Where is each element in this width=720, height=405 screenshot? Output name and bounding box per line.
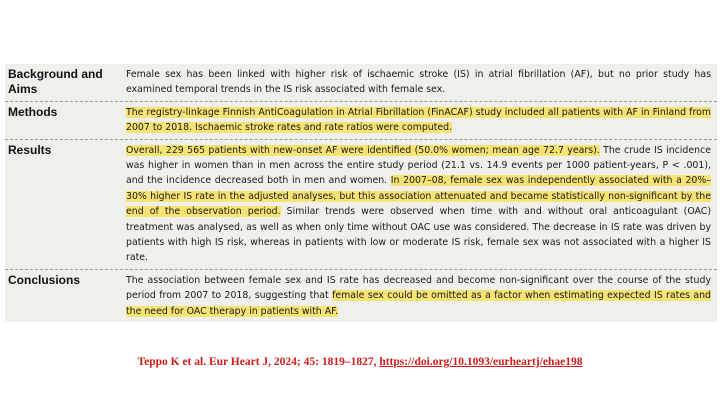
text-segment: The crude IS incidence was higher in women than in men across the entire study period (21.1 vs. 14.9 events per 1000 patient-years, P < .001), and the incidence decreased both in men and women. — [126, 144, 711, 187]
text-segment: Female sex has been linked with higher risk of ischaemic stroke (IS) in atrial fibrillation (AF), but no prior study has examined temporal trends in the IS risk associated with female sex. — [126, 69, 711, 96]
highlighted-text: female sex could be omitted as a factor when estimating expected IS rates and the need for OAC therapy in patients with AF. — [126, 290, 711, 317]
section-label: Methods — [8, 104, 58, 119]
abstract-row-background-and-aims — [5, 64, 717, 102]
section-text — [123, 140, 717, 269]
doi-link[interactable]: https://doi.org/10.1093/eurheartj/ehae198 — [379, 356, 583, 368]
citation-text: Teppo K et al. Eur Heart J, 2024; 45: 1819–1827, — [137, 356, 380, 368]
abstract-row-conclusions — [5, 270, 717, 322]
section-label: Conclusions — [8, 272, 81, 287]
section-label: Background and Aims — [8, 67, 103, 96]
text-segment: Similar trends were observed when time with and without oral anticoagulant (OAC) treatment was analysed, as well as when only time without OAC use was considered. The decrease in IS rate was driven by patients with high IS risk, whereas in patients with low or moderate IS risk, female sex was not associated with a higher IS rate. — [126, 206, 711, 264]
section-text — [123, 270, 717, 322]
section-text — [123, 64, 717, 101]
structured-abstract — [5, 64, 717, 322]
highlighted-text: In 2007–08, female sex was independently associated with a 20%–30% higher IS rate in the adjusted analyses, but this association attenuated and became statistically non-significant by the end of the observation period. — [126, 175, 711, 218]
citation — [0, 356, 720, 368]
highlighted-text: The registry-linkage Finnish AntiCoagulation in Atrial Fibrillation (FinACAF) study included all patients with AF in Finland from 2007 to 2018. Ischaemic stroke rates and rate ratios were computed. — [126, 106, 711, 134]
abstract-row-methods — [5, 102, 717, 140]
highlighted-text: Overall, 229 565 patients with new-onset AF were identified (50.0% women; mean age 72.7 years). — [126, 144, 600, 156]
text-segment: The association between female sex and IS rate has decreased and become non-significant over the course of the study period from 2007 to 2018, suggesting that — [126, 274, 711, 302]
section-text — [123, 102, 717, 139]
section-label: Results — [8, 142, 52, 157]
abstract-row-results — [5, 140, 717, 270]
